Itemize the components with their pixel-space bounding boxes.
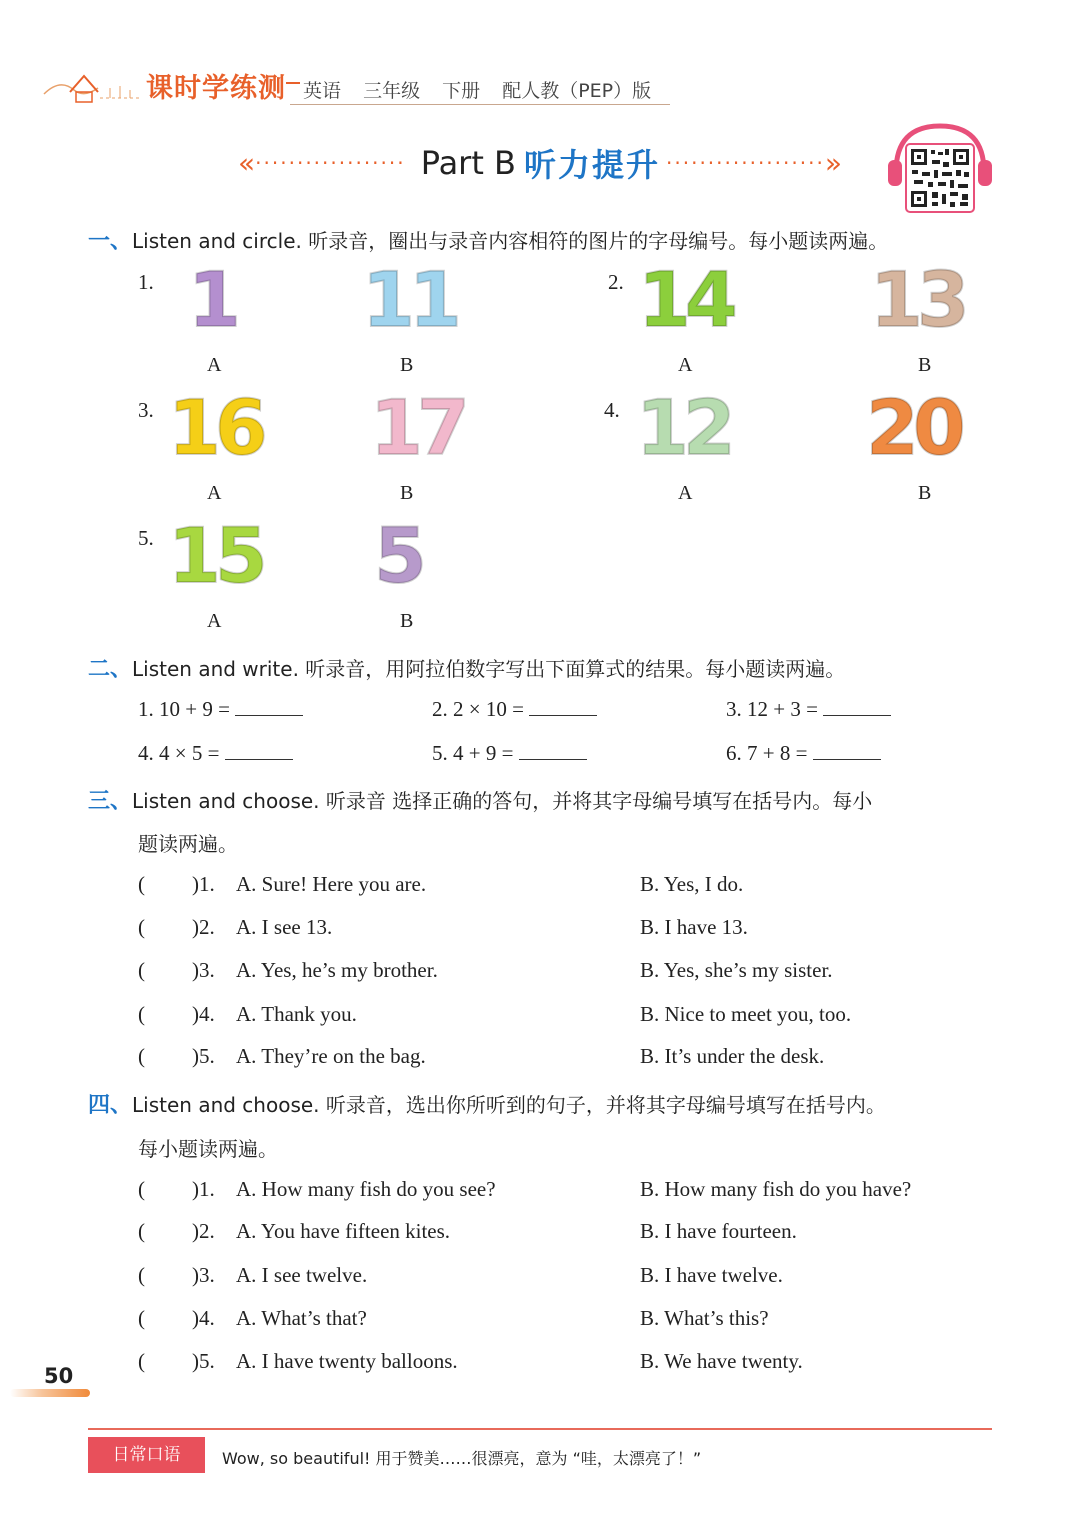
s3-q2-option-b: B. I have 13. — [640, 915, 748, 939]
page-number-bar — [10, 1389, 90, 1397]
s1-item3-option-a-number[interactable]: 16 — [168, 383, 262, 472]
s4-q4-option-b: B. What’s this? — [640, 1306, 769, 1330]
s2-item2-expr: 2. 2 × 10 = — [432, 697, 524, 721]
s1-item4-label: 4. — [604, 398, 620, 422]
s4-q3-bracket[interactable]: ( — [138, 1263, 145, 1287]
dotted-line-right: ··················· — [666, 151, 825, 175]
s1-item4-letter-a: A — [678, 482, 693, 504]
section4-heading — [88, 1088, 886, 1119]
s1-item2-label: 2. — [608, 270, 624, 294]
chevron-left-icon: « — [238, 146, 256, 180]
s4-q4-number: )4. — [192, 1306, 215, 1330]
section4-title-line1: Listen and choose. 听录音，选出你所听到的句子，并将其字母编号填写在括号内。 — [132, 1093, 886, 1117]
s1-item5-option-a-number[interactable]: 15 — [168, 511, 262, 600]
s4-q3-option-b: B. I have twelve. — [640, 1263, 783, 1287]
s1-item1-label: 1. — [138, 270, 154, 294]
s1-item5-label: 5. — [138, 526, 154, 550]
s3-q1-option-a: A. Sure! Here you are. — [236, 872, 427, 896]
section2-heading — [88, 652, 845, 683]
s3-q3-option-b: B. Yes, she’s my sister. — [640, 958, 833, 982]
s3-q2-option-a: A. I see 13. — [236, 915, 333, 939]
s1-item5-letter-a: A — [207, 610, 222, 632]
s4-q5-bracket[interactable]: ( — [138, 1349, 145, 1373]
s2-item5-answer-blank[interactable] — [519, 741, 587, 760]
s1-item4-option-a-number[interactable]: 12 — [636, 383, 730, 472]
qr-code-headphones-icon[interactable] — [886, 122, 994, 216]
s2-item6-answer-blank[interactable] — [813, 741, 881, 760]
s3-q4-number: )4. — [192, 1002, 215, 1026]
s2-item3-expr: 3. 12 + 3 = — [726, 697, 818, 721]
s1-item4-letter-b: B — [918, 482, 932, 504]
part-title-cn: 听力提升 — [524, 146, 661, 184]
brand-arrow — [286, 82, 300, 84]
s1-item3-letter-b: B — [400, 482, 414, 504]
s3-q3-number: )3. — [192, 958, 215, 982]
section1-title: Listen and circle. 听录音，圈出与录音内容相符的图片的字母编号。每小题读两遍。 — [132, 229, 889, 253]
section3-heading — [88, 784, 872, 815]
s2-item1 — [138, 697, 303, 722]
s4-q1-option-b: B. How many fish do you have? — [640, 1177, 912, 1201]
s3-q5-number: )5. — [192, 1044, 215, 1068]
section2-title: Listen and write. 听录音，用阿拉伯数字写出下面算式的结果。每小题读两遍。 — [132, 657, 846, 681]
s3-q1-bracket[interactable]: ( — [138, 872, 145, 896]
s2-item4 — [138, 741, 293, 766]
s4-q5-option-a: A. I have twenty balloons. — [236, 1349, 458, 1373]
s3-q3-option-a: A. Yes, he’s my brother. — [236, 958, 438, 982]
s4-q1-option-a: A. How many fish do you see? — [236, 1177, 496, 1201]
s3-q3-bracket[interactable]: ( — [138, 958, 145, 982]
s4-q2-bracket[interactable]: ( — [138, 1219, 145, 1243]
s2-item4-answer-blank[interactable] — [225, 741, 293, 760]
s1-item5-letter-b: B — [400, 610, 414, 632]
s3-q5-bracket[interactable]: ( — [138, 1044, 145, 1068]
s4-q1-number: )1. — [192, 1177, 215, 1201]
s1-item2-letter-a: A — [678, 354, 693, 376]
section2-number: 二、 — [88, 657, 133, 682]
s1-item3-option-b-number[interactable]: 17 — [370, 383, 464, 472]
s3-q5-option-b: B. It’s under the desk. — [640, 1044, 825, 1068]
s2-item3 — [726, 697, 891, 722]
s4-q3-number: )3. — [192, 1263, 215, 1287]
s2-item6-expr: 6. 7 + 8 = — [726, 741, 808, 765]
s3-q2-number: )2. — [192, 915, 215, 939]
s1-item2-letter-b: B — [918, 354, 932, 376]
s2-item1-expr: 1. 10 + 9 = — [138, 697, 230, 721]
s4-q3-option-a: A. I see twelve. — [236, 1263, 368, 1287]
brand-title: 课时学练测 — [146, 73, 286, 104]
part-title-en: Part B — [420, 144, 516, 182]
book-info — [303, 76, 667, 103]
s1-item3-letter-a: A — [207, 482, 222, 504]
section1-heading — [88, 224, 888, 255]
section4-title-line2: 每小题读两遍。 — [138, 1137, 278, 1161]
dotted-line-left: ·················· — [255, 151, 406, 175]
book-grade: 三年级 — [363, 80, 421, 102]
s1-item1-letter-b: B — [400, 354, 414, 376]
s3-q4-bracket[interactable]: ( — [138, 1002, 145, 1026]
s1-item2-option-b-number[interactable]: 13 — [870, 255, 964, 344]
s1-item3-label: 3. — [138, 398, 154, 422]
s1-item5-option-b-number[interactable]: 5 — [374, 511, 421, 600]
s2-item5 — [432, 741, 587, 766]
book-subject: 英语 — [303, 80, 342, 102]
s2-item1-answer-blank[interactable] — [235, 697, 303, 716]
s3-q1-option-b: B. Yes, I do. — [640, 872, 744, 896]
s3-q4-option-b: B. Nice to meet you, too. — [640, 1002, 852, 1026]
s1-item2-option-a-number[interactable]: 14 — [638, 255, 732, 344]
s4-q2-option-b: B. I have fourteen. — [640, 1219, 797, 1243]
section1-number: 一、 — [88, 229, 133, 254]
s3-q4-option-a: A. Thank you. — [236, 1002, 357, 1026]
s4-q4-bracket[interactable]: ( — [138, 1306, 145, 1330]
s2-item4-expr: 4. 4 × 5 = — [138, 741, 220, 765]
s1-item1-option-b-number[interactable]: 11 — [362, 255, 456, 344]
page-number: 50 — [44, 1364, 74, 1388]
s2-item2-answer-blank[interactable] — [529, 697, 597, 716]
s1-item1-letter-a: A — [207, 354, 222, 376]
s4-q5-option-b: B. We have twenty. — [640, 1349, 803, 1373]
daily-phrase-tag: 日常口语 — [88, 1437, 205, 1473]
section3-number: 三、 — [88, 789, 133, 814]
s3-q5-option-a: A. They’re on the bag. — [236, 1044, 426, 1068]
header-divider — [290, 104, 670, 105]
s3-q1-number: )1. — [192, 872, 215, 896]
s2-item6 — [726, 741, 881, 766]
s4-q2-number: )2. — [192, 1219, 215, 1243]
section4-number: 四、 — [88, 1093, 133, 1118]
s4-q2-option-a: A. You have fifteen kites. — [236, 1219, 451, 1243]
s2-item3-answer-blank[interactable] — [823, 697, 891, 716]
footer-divider — [88, 1428, 992, 1430]
house-decoration-icon — [40, 58, 150, 108]
s2-item5-expr: 5. 4 + 9 = — [432, 741, 514, 765]
s2-item2 — [432, 697, 597, 722]
s3-q2-bracket[interactable]: ( — [138, 915, 145, 939]
book-edition: 配人教（PEP）版 — [502, 80, 652, 102]
daily-phrase-text: Wow, so beautiful! 用于赞美……很漂亮，意为 “哇，太漂亮了！” — [222, 1449, 702, 1468]
s1-item1-option-a-number[interactable]: 1 — [188, 255, 235, 344]
chevron-right-icon: » — [824, 146, 842, 180]
s4-q1-bracket[interactable]: ( — [138, 1177, 145, 1201]
section3-title-line1: Listen and choose. 听录音 选择正确的答句，并将其字母编号填写在括号内。每小 — [132, 789, 873, 813]
book-volume: 下册 — [442, 80, 481, 102]
s4-q4-option-a: A. What’s that? — [236, 1306, 367, 1330]
section3-title-line2: 题读两遍。 — [138, 832, 238, 856]
s1-item4-option-b-number[interactable]: 20 — [866, 383, 960, 472]
s4-q5-number: )5. — [192, 1349, 215, 1373]
